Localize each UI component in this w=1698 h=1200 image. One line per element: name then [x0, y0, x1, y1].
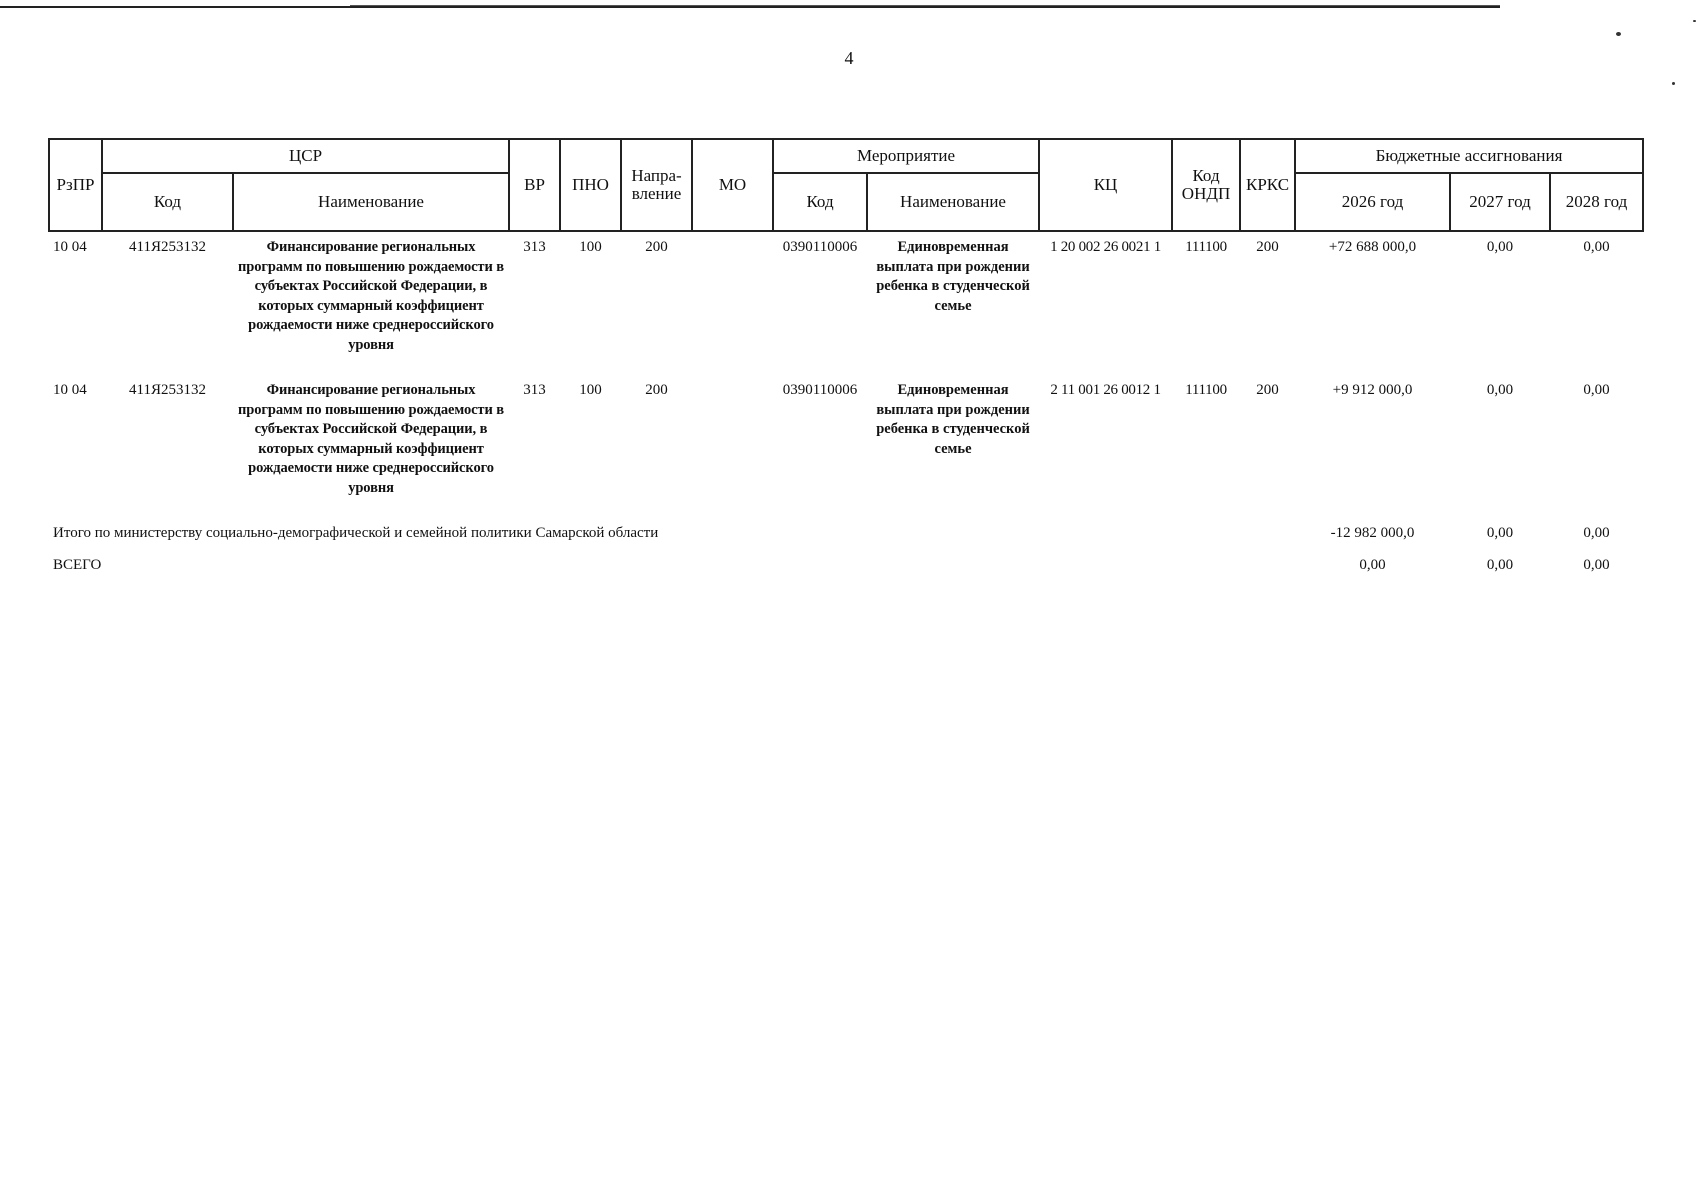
cell-rzpr: 10 04 — [53, 239, 87, 255]
cell-mo — [692, 375, 773, 518]
cell-rzpr: 10 04 — [53, 382, 87, 398]
cell-csr-name: Финансирование региональных программ по повышению рождаемости в субъектах Российской Федерации, в которых суммарный коэффициент рождаемости ниже среднероссийского уровня — [238, 239, 504, 353]
subtotal-year-2026: -12 982 000,0 — [1330, 525, 1415, 542]
cell-kc: 2 11 001 26 0012 1 — [1050, 382, 1161, 398]
table-row — [49, 231, 1643, 375]
total-label: ВСЕГО — [53, 557, 102, 574]
header-ondp: Код ОНДП — [1172, 139, 1240, 231]
header-csr-code: Код — [102, 173, 233, 231]
header-budget: Бюджетные ассигнования — [1295, 139, 1643, 173]
cell-krks: 200 — [1256, 382, 1279, 398]
scan-speck — [1672, 82, 1675, 85]
subtotal-year-2028: 0,00 — [1583, 525, 1610, 542]
subtotal-row — [49, 518, 1643, 550]
top-border-line — [0, 6, 1500, 8]
header-kc: КЦ — [1039, 139, 1172, 231]
cell-csr-code: 411Я253132 — [129, 382, 206, 398]
header-csr-name: Наименование — [233, 173, 509, 231]
table-row — [49, 375, 1643, 518]
cell-event-name: Единовременная выплата при рождении ребенка в студенческой семье — [876, 382, 1030, 457]
cell-year-2027: 0,00 — [1486, 239, 1514, 255]
cell-vr: 313 — [523, 382, 546, 398]
cell-pno: 100 — [579, 382, 602, 398]
total-year-2027: 0,00 — [1486, 557, 1514, 574]
header-event: Мероприятие — [773, 139, 1039, 173]
total-row — [49, 550, 1643, 582]
cell-vr: 313 — [523, 239, 546, 255]
page-number: 4 — [844, 48, 854, 68]
cell-event-code: 0390110006 — [782, 382, 858, 398]
header-mo: МО — [692, 139, 773, 231]
subtotal-year-2027: 0,00 — [1486, 525, 1514, 542]
cell-ondp: 111100 — [1185, 239, 1227, 255]
cell-year-2028: 0,00 — [1583, 239, 1610, 255]
header-direction: Напра-вление — [621, 139, 692, 231]
cell-pno: 100 — [579, 239, 602, 255]
scan-speck — [1693, 20, 1696, 22]
header-rzpr: РзПР — [49, 139, 102, 231]
total-year-2028: 0,00 — [1583, 557, 1610, 574]
cell-year-2026: +72 688 000,0 — [1328, 239, 1417, 255]
header-year-2028: 2028 год — [1550, 173, 1643, 231]
header-event-code: Код — [773, 173, 867, 231]
budget-table — [48, 138, 1644, 582]
total-year-2026: 0,00 — [1359, 557, 1386, 574]
cell-csr-code: 411Я253132 — [129, 239, 206, 255]
cell-direction: 200 — [645, 382, 668, 398]
header-csr: ЦСР — [102, 139, 509, 173]
cell-csr-name: Финансирование региональных программ по повышению рождаемости в субъектах Российской Федерации, в которых суммарный коэффициент рождаемости ниже среднероссийского уровня — [238, 382, 504, 496]
cell-event-code: 0390110006 — [782, 239, 858, 255]
header-year-2026: 2026 год — [1295, 173, 1450, 231]
header-event-name: Наименование — [867, 173, 1039, 231]
cell-year-2027: 0,00 — [1486, 382, 1514, 398]
cell-ondp: 111100 — [1185, 382, 1227, 398]
header-krks: КРКС — [1240, 139, 1295, 231]
cell-direction: 200 — [645, 239, 668, 255]
header-year-2027: 2027 год — [1450, 173, 1550, 231]
cell-year-2026: +9 912 000,0 — [1332, 382, 1413, 398]
cell-krks: 200 — [1256, 239, 1279, 255]
scan-speck — [1616, 32, 1621, 36]
top-border-line-secondary — [350, 5, 1500, 6]
header-pno: ПНО — [560, 139, 621, 231]
cell-year-2028: 0,00 — [1583, 382, 1610, 398]
header-vr: ВР — [509, 139, 560, 231]
subtotal-label: Итого по министерству социально-демографической и семейной политики Самарской области — [53, 525, 659, 542]
cell-kc: 1 20 002 26 0021 1 — [1050, 239, 1161, 255]
cell-event-name: Единовременная выплата при рождении ребенка в студенческой семье — [876, 239, 1030, 314]
cell-mo — [692, 231, 773, 375]
